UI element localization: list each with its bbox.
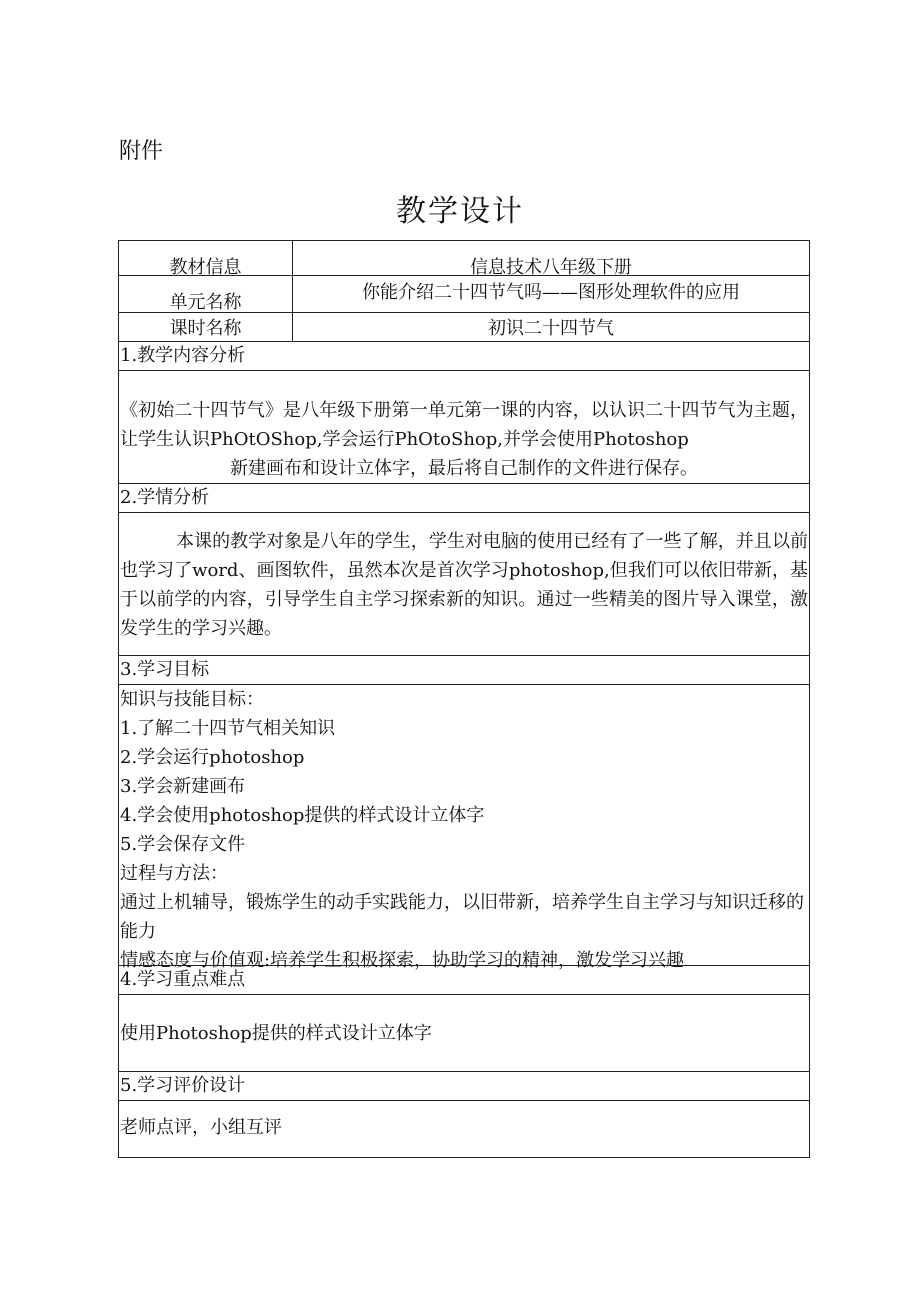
section-heading-content-analysis: 1.教学内容分析 [119, 342, 809, 371]
info-row-lesson [119, 313, 809, 342]
paragraph: 新建画布和设计立体字，最后将自己制作的文件进行保存。 [230, 458, 698, 479]
page-title: 教学设计 [396, 194, 524, 229]
emotion-text: 情感态度与价值观:培养学生积极探索，协助学习的精神，激发学习兴趣 [120, 950, 685, 971]
info-key: 单元名称 [119, 276, 293, 312]
key-points-text: 使用Photoshop提供的样式设计立体字 [120, 1023, 432, 1044]
info-row-unit [119, 276, 809, 313]
objective-item: 4.学会使用photoshop提供的样式设计立体字 [120, 805, 485, 826]
paragraph: 《初始二十四节气》是八年级下册第一单元第一课的内容，以认识二十四节气为主题，让学生认识PhOtOShop,学会运行PhOtoShop,并学会使用Photoshop [120, 400, 808, 450]
info-value: 信息技术八年级下册 [470, 257, 632, 278]
info-key: 课时名称 [119, 313, 293, 341]
paragraph: 本课的教学对象是八年的学生，学生对电脑的使用已经有了一些了解，并且以前也学习了word、画图软件，虽然本次是首次学习photoshop,但我们可以依旧带新，基于以前学的内容，引导学生自主学习探索新的知识。通过一些精美的图片导入课堂，激发学生的学习兴趣。 [120, 531, 808, 639]
section-heading-learner-analysis: 2.学情分析 [119, 484, 809, 513]
evaluation-text: 老师点评，小组互评 [120, 1117, 282, 1138]
objective-item: 5.学会保存文件 [120, 834, 246, 855]
section-heading-evaluation: 5.学习评价设计 [119, 1072, 809, 1101]
section-heading-objectives: 3.学习目标 [119, 656, 809, 685]
info-value: 初识二十四节气 [488, 318, 614, 339]
section-body-content-analysis [119, 371, 809, 484]
process-title: 过程与方法： [120, 863, 228, 884]
section-body-learner-analysis [119, 513, 809, 656]
objective-item: 2.学会运行photoshop [120, 747, 305, 768]
objective-item: 3.学会新建画布 [120, 776, 246, 797]
section-body-objectives [119, 685, 809, 971]
attachment-label: 附件 [119, 139, 164, 164]
knowledge-title: 知识与技能目标： [120, 689, 264, 710]
process-text: 通过上机辅导，锻炼学生的动手实践能力，以旧带新，培养学生自主学习与知识迁移的能力 [120, 892, 804, 942]
info-value: 你能介绍二十四节气吗——图形处理软件的应用 [362, 282, 740, 303]
section-body-evaluation [119, 1101, 809, 1157]
objective-item: 1.了解二十四节气相关知识 [120, 718, 336, 739]
lesson-design-table [118, 240, 810, 1158]
info-key: 教材信息 [119, 241, 293, 275]
info-row-textbook [119, 241, 809, 276]
section-body-key-points [119, 995, 809, 1072]
section-heading-key-points: 4.学习重点难点 [119, 966, 809, 995]
